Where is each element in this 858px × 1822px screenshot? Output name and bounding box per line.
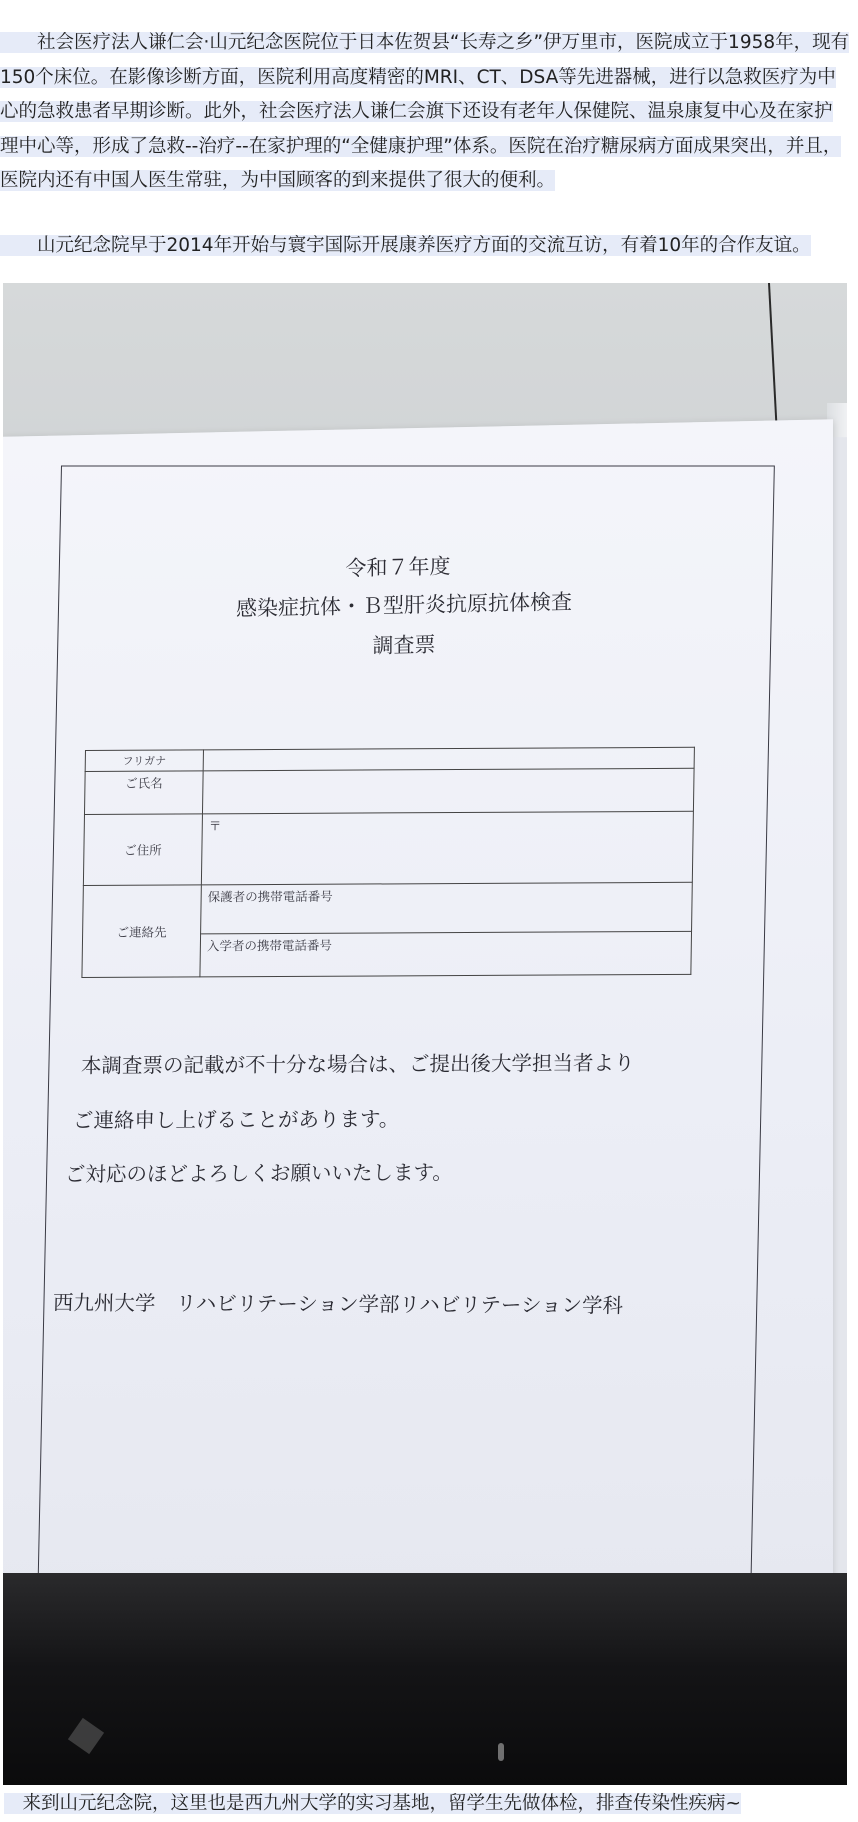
guardian-phone-field <box>201 882 693 934</box>
notice-line-1: 本調査票の記載が不十分な場合は、ご提出後大学担当者より <box>80 1050 635 1078</box>
dark-foreground <box>3 1573 847 1785</box>
contact-label: ご連絡先 <box>82 885 201 978</box>
history-paragraph-text: 山元纪念院早于2014年开始与寰宇国际开展康养医疗方面的交流互访，有着10年的合作友谊。 <box>0 235 811 256</box>
desk-edge-line <box>768 283 777 423</box>
enrollee-phone-field <box>200 931 692 977</box>
intro-paragraph-text: 社会医疗法人谦仁会·山元纪念医院位于日本佐贺县“长寿之乡”伊万里市，医院成立于1958年，现有150个床位。在影像诊断方面，医院利用高度精密的MRI、CT、DSA等先进器械，进行以急救医疗为中心的急救患者早期诊断。此外，社会医疗法人谦仁会旗下还设有老年人保健院、温泉康复中心及在家护理中心等，形成了急救--治疗--在家护理的“全健康护理”体系。医院在治疗糖尿病方面成果突出，并且，医院内还有中国人医生常驻，为中国顾客的到来提供了很大的便利。 <box>0 32 850 192</box>
name-label: ご氏名 <box>84 771 203 815</box>
furigana-field <box>203 747 694 771</box>
document-photo <box>3 283 847 1785</box>
name-field <box>202 768 694 814</box>
photo-caption <box>4 1787 854 1822</box>
postal-mark: 〒 <box>208 818 222 834</box>
address-field <box>201 811 693 885</box>
history-paragraph <box>0 229 850 264</box>
guardian-phone-label: 保護者の携帯電話番号 <box>207 888 333 905</box>
university-footer: 西九州大学 リハビリテーション学部リハビリテーション学科 <box>52 1290 624 1318</box>
doc-title-year: 令和７年度 <box>345 554 451 581</box>
doc-title-sub: 調査票 <box>372 632 436 658</box>
notice-line-2: ご連絡申し上げることがあります。 <box>72 1106 400 1133</box>
doc-title-main: 感染症抗体・Ｂ型肝炎抗原抗体検査 <box>236 589 572 621</box>
intro-paragraph <box>0 26 850 199</box>
photo-caption-text: 来到山元纪念院，这里也是西九州大学的实习基地，留学生先做体检，排查传染性疾病~ <box>4 1793 742 1814</box>
info-form-table <box>81 747 695 978</box>
furigana-label: フリガナ <box>85 750 203 772</box>
notice-line-3: ご対応のほどよろしくお願いいたします。 <box>64 1160 453 1187</box>
foreground-glint-small <box>498 1743 504 1761</box>
survey-sheet <box>3 419 833 1626</box>
address-label: ご住所 <box>83 814 202 886</box>
enrollee-phone-label: 入学者の携帯電話番号 <box>206 937 333 954</box>
